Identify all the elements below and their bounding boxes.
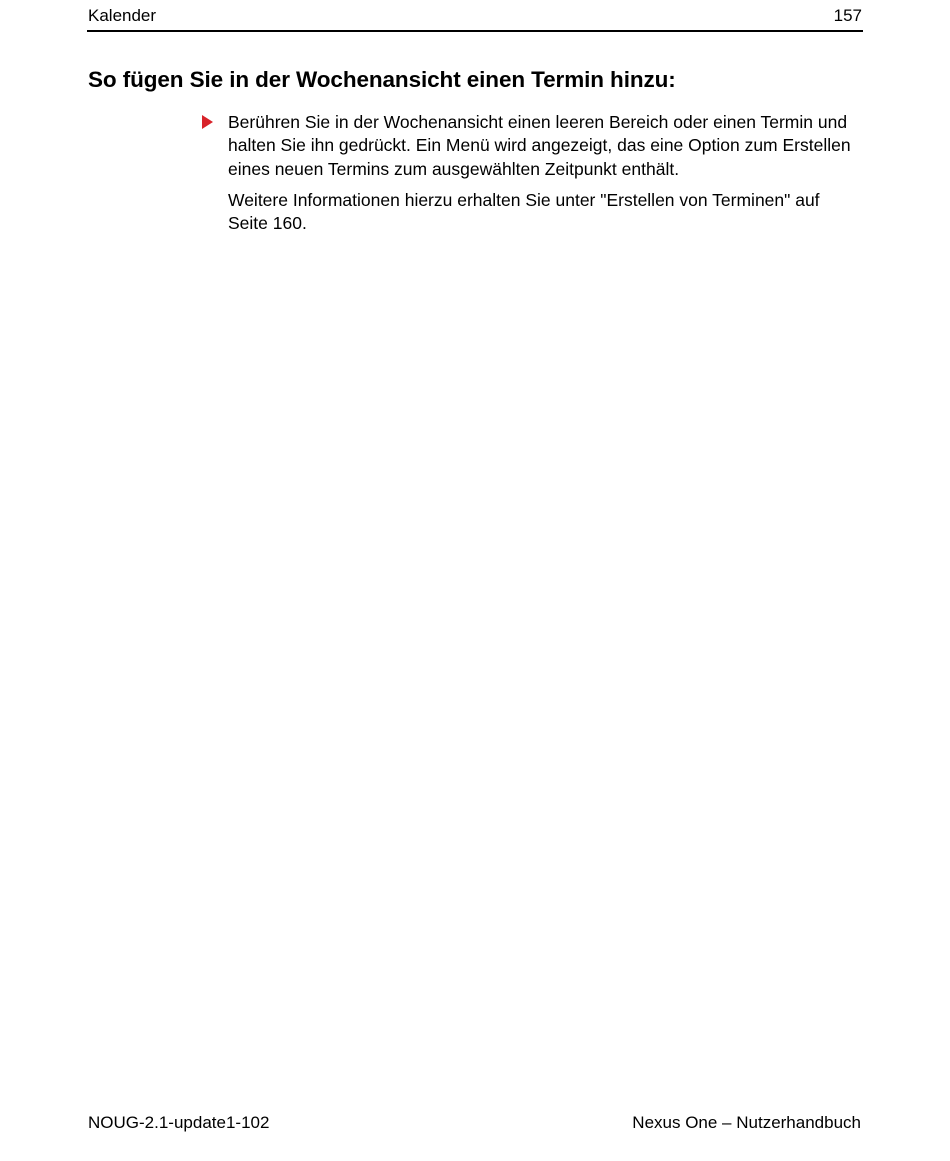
section-heading: So fügen Sie in der Wochenansicht einen Termin hinzu: (88, 67, 676, 92)
footer-doc-id: NOUG-2.1-update1-102 (88, 1113, 270, 1132)
reference-paragraph: Weitere Informationen hierzu erhalten Sie unter "Erstellen von Terminen" auf Seite 160. (228, 190, 820, 234)
page-header (87, 4, 863, 32)
triangle-bullet-icon (202, 115, 213, 129)
footer-manual-title: Nexus One – Nutzerhandbuch (632, 1113, 861, 1132)
step-paragraph: Berühren Sie in der Wochenansicht einen leeren Bereich oder einen Termin und halten Sie ihn gedrückt. Ein Menü wird angezeigt, das eine Option zum Erstellen eines neuen Termins zum ausgewählten Zeitpunkt enthält. (228, 112, 851, 179)
page-number: 157 (833, 6, 862, 25)
chapter-title: Kalender (88, 6, 157, 25)
